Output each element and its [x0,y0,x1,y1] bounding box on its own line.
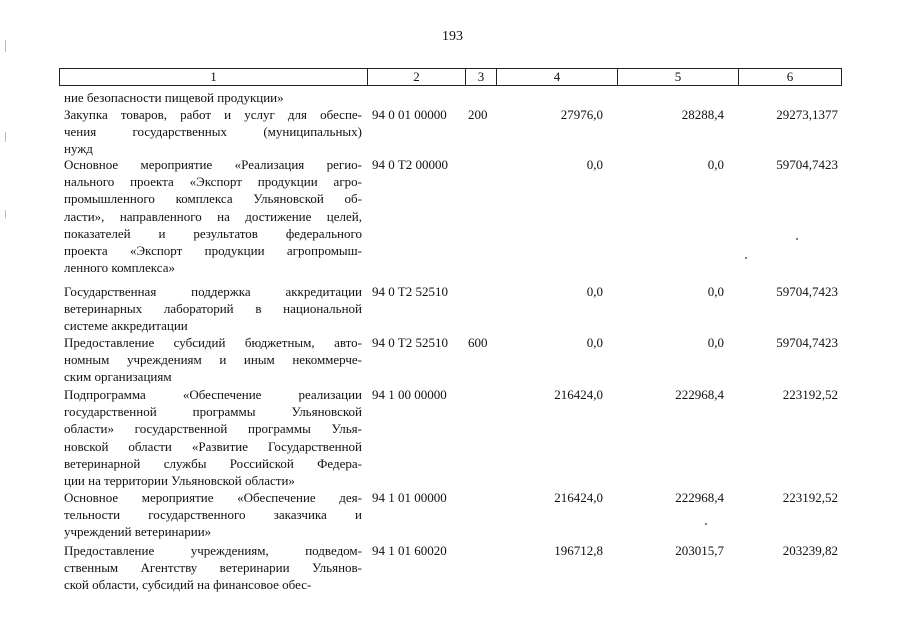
description-line: показателей и результатов федерального [64,225,362,241]
scan-speck [796,238,798,240]
description-line: государственной программы Ульяновской [64,404,362,420]
row-value-col5: 222968,4 [675,490,724,505]
header-col-1: 1 [210,69,217,84]
description-line: новской области «Развитие Государственной [64,438,362,454]
row-description [64,334,362,386]
row-value-col5: 0,0 [707,284,724,299]
scan-edge-mark [5,132,6,142]
description-line: ласти», направленного на достижение целей, [64,208,362,224]
row-value-col4: 196712,8 [554,543,603,558]
description-line: нужд [64,141,93,157]
description-line: Государственная поддержка аккредитации [64,284,362,299]
description-line: проекта «Экспорт продукции агропромыш- [64,243,362,259]
row-value-col5: 0,0 [707,335,724,350]
row-description [64,156,362,276]
description-line: тельности государственного заказчика и [64,507,362,523]
description-line: ленного комплекса» [64,260,175,276]
row-description [64,89,362,106]
description-line: ние безопасности пищевой продукции» [64,90,284,105]
row-value-col5: 203015,7 [675,543,724,558]
page-number: 193 [442,29,463,44]
row-value-col6: 203239,82 [782,543,838,558]
description-line: учреждений ветеринарии» [64,524,212,540]
description-line: Предоставление учреждениям, подведом- [64,543,362,558]
header-col-5: 5 [617,69,738,85]
scan-edge-mark [5,210,6,218]
row-value-col6: 223192,52 [782,387,838,402]
description-line: Основное мероприятие «Реализация регио- [64,157,362,172]
description-line: номным учреждениям и иным некоммерче- [64,352,362,368]
row-value-col4: 216424,0 [554,387,603,402]
row-code: 94 0 01 00000 [372,107,447,122]
row-value-col6: 29273,1377 [776,107,838,122]
scan-speck [745,257,747,259]
row-code: 94 1 01 60020 [372,543,447,558]
description-line: нального проекта «Экспорт продукции агро- [64,174,362,190]
description-line: ской области, субсидий на финансовое обес- [64,577,312,593]
description-line: ветеринарной службы Российской Федера- [64,455,362,471]
table-header [59,68,842,86]
row-expense-type: 600 [468,335,488,350]
row-code: 94 1 00 00000 [372,387,447,402]
header-col-4: 4 [496,69,617,85]
description-line: Закупка товаров, работ и услуг для обеспе- [64,107,362,122]
scan-edge-mark [5,40,6,52]
row-value-col4: 0,0 [586,284,603,299]
description-line: промышленного комплекса Ульяновской об- [64,191,362,207]
scan-speck [705,523,707,525]
row-expense-type: 200 [468,107,488,122]
row-value-col4: 216424,0 [554,490,603,505]
row-value-col6: 223192,52 [782,490,838,505]
description-line: ции на территории Ульяновской области» [64,473,295,489]
description-line: ственным Агентству ветеринарии Ульянов- [64,560,362,576]
row-description [64,106,362,158]
description-line: области» государственной программы Улья- [64,421,362,437]
description-line: системе аккредитации [64,318,188,334]
row-code: 94 1 01 00000 [372,490,447,505]
row-value-col5: 28288,4 [681,107,724,122]
description-line: чения государственных (муниципальных) [64,124,362,140]
description-line: ским организациям [64,369,172,385]
header-col-3: 3 [465,69,496,85]
row-value-col6: 59704,7423 [776,157,838,172]
row-code: 94 0 T2 00000 [372,157,448,172]
row-code: 94 0 T2 52510 [372,284,448,299]
row-value-col5: 0,0 [707,157,724,172]
row-code: 94 0 T2 52510 [372,335,448,350]
description-line: ветеринарных лабораторий в национальной [64,301,362,317]
description-line: Предоставление субсидий бюджетным, авто- [64,335,362,350]
row-value-col6: 59704,7423 [776,284,838,299]
row-description [64,542,362,594]
row-description [64,386,362,489]
description-line: Подпрограмма «Обеспечение реализации [64,387,362,402]
header-col-6: 6 [738,69,841,85]
row-description [64,489,362,541]
row-value-col6: 59704,7423 [776,335,838,350]
row-description [64,283,362,335]
row-value-col4: 27976,0 [560,107,603,122]
row-value-col4: 0,0 [586,157,603,172]
description-line: Основное мероприятие «Обеспечение дея- [64,490,362,505]
row-value-col5: 222968,4 [675,387,724,402]
row-value-col4: 0,0 [586,335,603,350]
header-col-2: 2 [367,69,465,85]
